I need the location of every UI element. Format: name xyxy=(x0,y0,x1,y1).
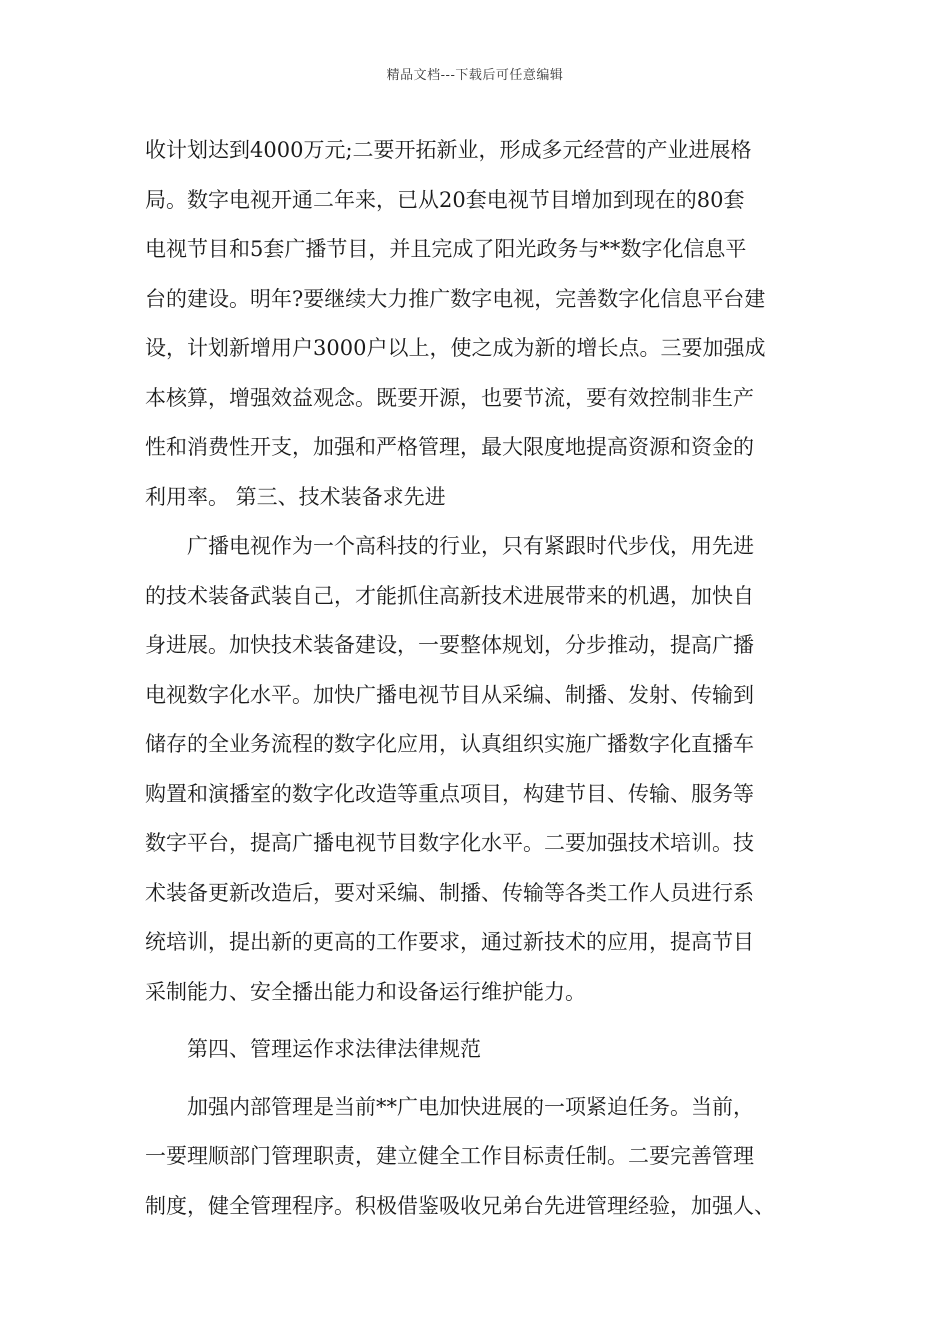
text-line: 电视节目和5套广播节目，并且完成了阳光政务与**数字化信息平 xyxy=(145,237,747,261)
page-header: 精品文档---下载后可任意编辑 xyxy=(386,68,564,83)
text-line: 的技术装备武装自己，才能抓住高新技术进展带来的机遇，加快自 xyxy=(145,583,754,608)
text-line: 收计划达到4000万元;二要开拓新业，形成多元经营的产业进展格 xyxy=(145,138,752,162)
paragraph-start-line: 广播电视作为一个高科技的行业，只有紧跟时代步伐，用先进 xyxy=(187,534,754,558)
paragraph-start-line: 加强内部管理是当前**广电加快进展的一项紧迫任务。当前， xyxy=(187,1094,754,1119)
text-line: 数字平台，提高广播电视节目数字化水平。二要加强技术培训。技 xyxy=(145,831,754,855)
text-line: 采制能力、安全播出能力和设备运行维护能力。 xyxy=(145,979,586,1004)
text-line: 购置和演播室的数字化改造等重点项目，构建节目、传输、服务等 xyxy=(145,781,754,806)
section-heading-line: 利用率。 第三、技术装备求先进 xyxy=(145,484,446,509)
text-line: 性和消费性开支，加强和严格管理，最大限度地提高资源和资金的 xyxy=(145,435,754,459)
text-line: 术装备更新改造后，要对采编、制播、传输等各类工作人员进行系 xyxy=(145,880,754,905)
text-line: 制度，健全管理程序。积极借鉴吸收兄弟台先进管理经验，加强人、 xyxy=(145,1193,775,1218)
text-line: 局。数字电视开通二年来，已从20套电视节目增加到现在的80套 xyxy=(145,187,745,212)
text-line: 本核算，增强效益观念。既要开源，也要节流，要有效控制非生产 xyxy=(145,385,754,410)
text-line: 统培训，提出新的更高的工作要求，通过新技术的应用，提高节目 xyxy=(145,930,754,954)
text-line: 电视数字化水平。加快广播电视节目从采编、制播、发射、传输到 xyxy=(145,682,754,707)
section-heading: 第四、管理运作求法律法律规范 xyxy=(187,1037,481,1061)
document-body xyxy=(145,126,810,1231)
text-line: 台的建设。明年?要继续大力推广数字电视，完善数字化信息平台建 xyxy=(145,286,766,311)
text-line: 储存的全业务流程的数字化应用，认真组织实施广播数字化直播车 xyxy=(145,732,754,756)
text-line: 设，计划新增用户3000户以上，使之成为新的增长点。三要加强成 xyxy=(145,336,766,360)
text-line: 身进展。加快技术装备建设，一要整体规划，分步推动，提高广播 xyxy=(145,633,754,657)
text-line: 一要理顺部门管理职责，建立健全工作目标责任制。二要完善管理 xyxy=(145,1144,754,1168)
